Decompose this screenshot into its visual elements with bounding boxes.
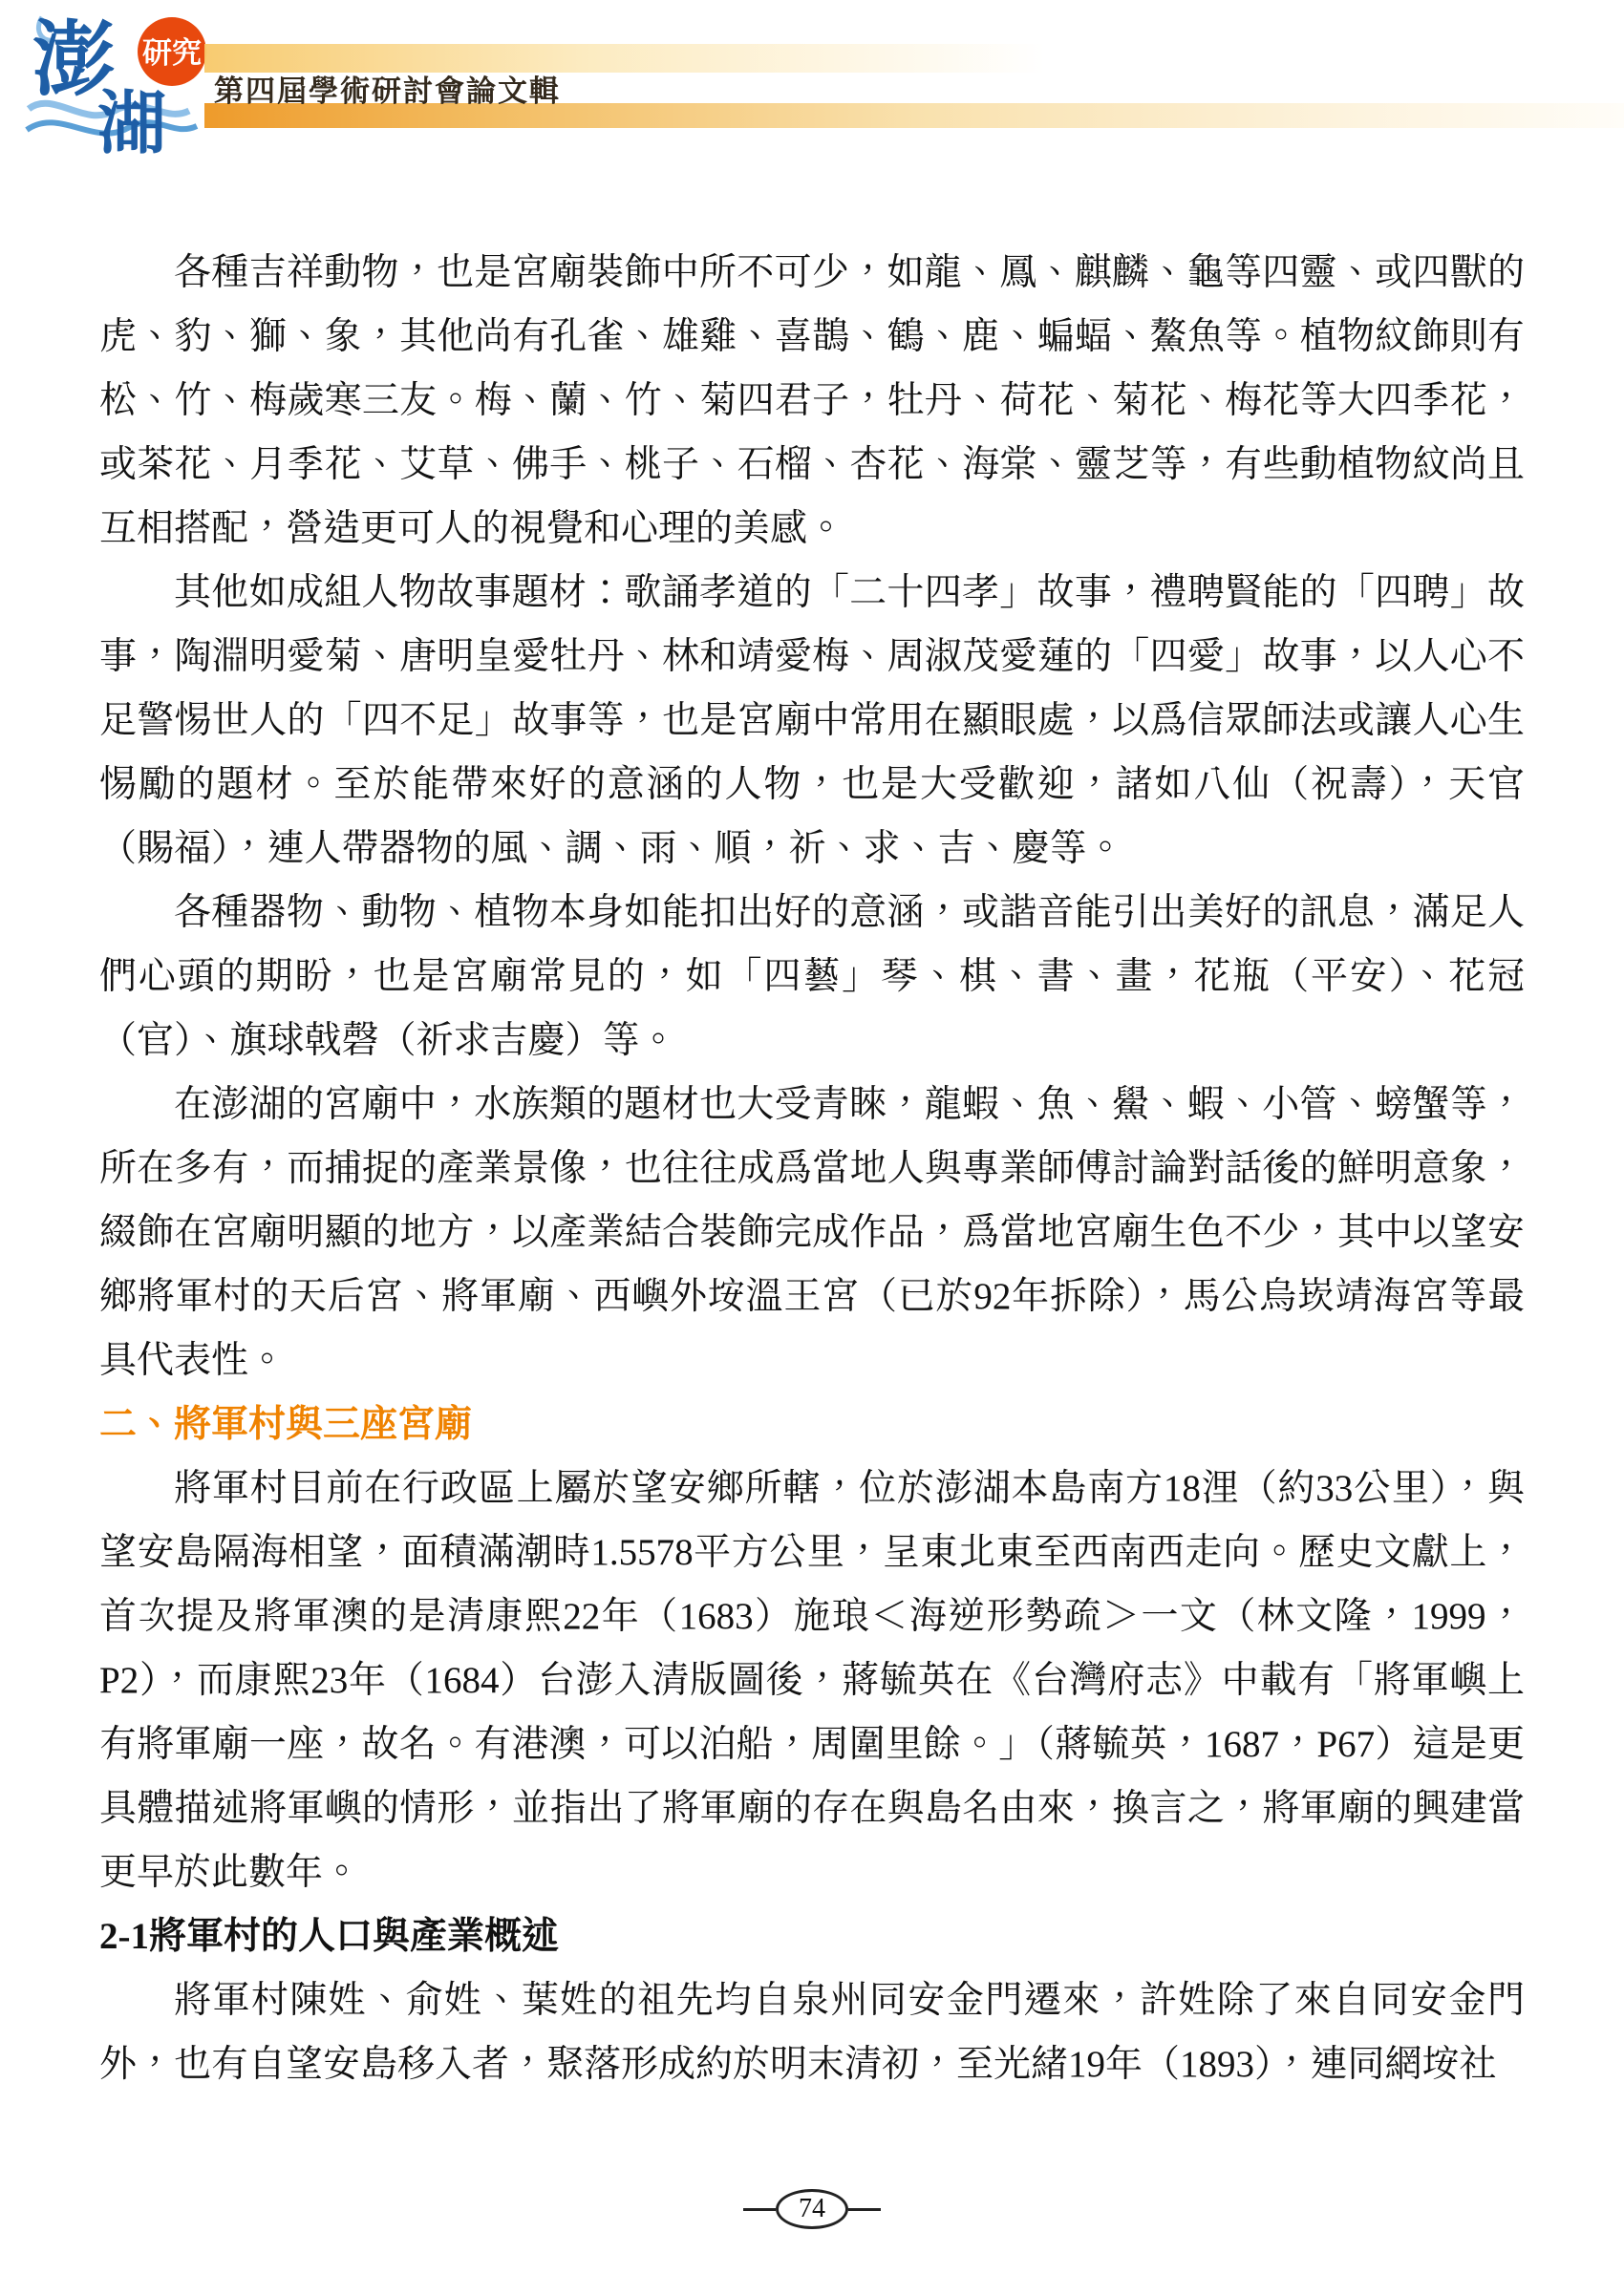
page-footer	[0, 2189, 1624, 2229]
paragraph-auspicious-animals: 各種吉祥動物，也是宮廟裝飾中所不可少，如龍、鳳、麒麟、龜等四靈、或四獸的虎、豹、獅、象，其他尚有孔雀、雄雞、喜鵲、鶴、鹿、蝙蝠、鰲魚等。植物紋飾則有松、竹、梅歲寒三友。梅、蘭、竹、菊四君子，牡丹、荷花、菊花、梅花等大四季花，或茶花、月季花、艾草、佛手、桃子、石榴、杏花、海棠、靈芝等，有些動植物紋尚且互相搭配，營造更可人的視覺和心理的美感。	[99, 252, 1525, 549]
paragraph-village-surnames: 將軍村陳姓、俞姓、葉姓的祖先均自泉州同安金門遷來，許姓除了來自同安金門外，也有自望安島移入者，聚落形成約於明末清初，至光緒19年（1893），連同網垵社	[99, 1980, 1525, 2085]
page-number: 74	[776, 2189, 848, 2229]
document-body	[99, 241, 1525, 2096]
paragraph-story-themes: 其他如成組人物故事題材：歌誦孝道的「二十四孝」故事，禮聘賢能的「四聘」故事，陶淵明愛菊、唐明皇愛牡丹、林和靖愛梅、周淑茂愛蓮的「四愛」故事，以人心不足警惕世人的「四不足」故事等，也是宮廟中常用在顯眼處，以爲信眾師法或讓人心生惕勵的題材。至於能帶來好的意涵的人物，也是大受歡迎，諸如八仙（祝壽），天官（賜福），連人帶器物的風、調、雨、順，祈、求、吉、慶等。	[99, 572, 1525, 869]
series-title: 第四屆學術研討會論文輯	[214, 74, 561, 108]
page-header	[0, 0, 1624, 191]
penghu-research-logo	[25, 2, 225, 166]
section-heading-jiangjun-village: 二、將軍村與三座宮廟	[99, 1404, 473, 1445]
paragraph-objects-homophones: 各種器物、動物、植物本身如能扣出好的意涵，或諧音能引出美好的訊息，滿足人們心頭的期盼，也是宮廟常見的，如「四藝」琴、棋、書、畫，花瓶（平安）、花冠（官）、旗球戟磬（祈求吉慶）等。	[99, 892, 1525, 1061]
footer-rule-right	[848, 2208, 881, 2211]
logo-char-peng: 澎	[32, 14, 115, 106]
logo-char-hu: 湖	[97, 86, 167, 162]
paragraph-aquatic-themes: 在澎湖的宮廟中，水族類的題材也大受青睞，龍蝦、魚、鱟、蝦、小管、螃蟹等，所在多有，而捕捉的產業景像，也往往成爲當地人與專業師傅討論對話後的鮮明意象，綴飾在宮廟明顯的地方，以產業結合裝飾完成作品，爲當地宮廟生色不少，其中以望安鄉將軍村的天后宮、將軍廟、西嶼外垵溫王宮（已於92年拆除），馬公烏崁靖海宮等最具代表性。	[99, 1084, 1525, 1381]
paragraph-jiangjun-history: 將軍村目前在行政區上屬於望安鄉所轄，位於澎湖本島南方18浬（約33公里），與望安島隔海相望，面積滿潮時1.5578平方公里，呈東北東至西南西走向。歷史文獻上，首次提及將軍澳的是清康熙22年（1683）施琅＜海逆形勢疏＞一文（林文隆，1999，P2），而康熙23年（1684）台澎入清版圖後，蔣毓英在《台灣府志》中載有「將軍嶼上有將軍廟一座，故名。有港澳，可以泊船，周圍里餘。」（蔣毓英，1687，P67）這是更具體描述將軍嶼的情形，並指出了將軍廟的存在與島名由來，換言之，將軍廟的興建當更早於此數年。	[99, 1468, 1525, 1893]
research-badge-label: 研究	[142, 36, 202, 70]
subsection-heading-population-industry: 2-1將軍村的人口與產業概述	[99, 1916, 559, 1957]
logo-artwork	[25, 2, 225, 166]
footer-rule-left	[743, 2208, 776, 2211]
